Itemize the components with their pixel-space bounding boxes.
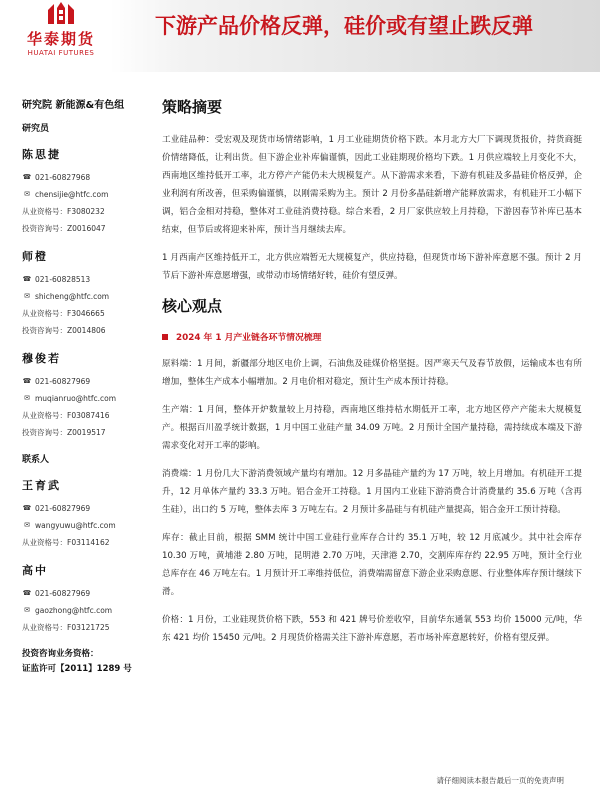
researcher-name: 陈思捷 bbox=[22, 148, 61, 161]
cert-number: 从业资格号：F3080232 bbox=[22, 206, 105, 216]
sidebar bbox=[22, 96, 142, 677]
summary-heading: 策略摘要 bbox=[162, 98, 223, 116]
email-address[interactable]: muqianruo@htfc.com bbox=[35, 393, 117, 403]
contact-card bbox=[22, 562, 142, 633]
core-paragraph: 库存：截止目前，根据 SMM 统计中国工业硅行业库存合计约 35.1 万吨，较 12 月底减少。其中社会库存 10.30 万吨，黄埔港 2.80 万吨，昆明港 2.70 万吨，天津港 2.70，交割库库存约 22.95 万吨，预计全行业总库存在 46 万吨左右。1 月预计开工率维持低位，消费端需留意下游企业采购意愿、行业整体库存预计继续下滑。 bbox=[162, 533, 582, 597]
email-icon: ✉ bbox=[24, 606, 30, 614]
core-subheading-text: 2024 年 1 月产业链各环节情况梳理 bbox=[176, 333, 322, 343]
core-paragraph: 原料端：1 月间，新疆部分地区电价上调，石油焦及硅煤价格坚挺。因严寒天气及春节放假，运输成本也有所增加，整体生产成本小幅增加。2 月电价相对稳定，预计生产成本预计持稳。 bbox=[162, 359, 582, 387]
core-heading: 核心观点 bbox=[162, 297, 223, 315]
phone-number: 021-60827969 bbox=[35, 376, 91, 386]
summary-paragraph: 工业硅品种：受宏观及现货市场情绪影响，1 月工业硅期货价格下跌。本月北方大厂下调现货报价，持货商挺价情绪降低，让利出货。但下游企业补库偏谨慎，因此工业硅期现价格均下跌。1 月供应端较上月变化不大，西南地区维持低开工率，北方停产产能仍未大规模复产。从下游需求来看，下游有机硅及多晶硅价格反弹，企业利润有所改善，但采购偏谨慎，以刚需采购为主。预计 2 月份多晶硅新增产能释放需求，有机硅开工小幅下调，铝合金相对持稳，整体对工业硅消费持稳。综合来看，2 月厂家供应较上月持稳，下游因春节补库已基本结束，但节后或将迎来补库，预计当月继续去库。 bbox=[162, 135, 582, 235]
phone-number: 021-60828513 bbox=[35, 274, 91, 284]
email-address[interactable]: chensijie@htfc.com bbox=[35, 189, 109, 199]
phone-icon: ☎ bbox=[22, 173, 32, 181]
email-icon: ✉ bbox=[24, 521, 30, 529]
core-paragraph: 价格：1 月份，工业硅现货价格下跌，553 和 421 牌号价差收窄，目前华东通氧 553 均价 15000 元/吨，华东 421 均价 15450 元/吨。2 月现货价格需关注下游补库意愿，若市场补库意愿转好，价格有望反弹。 bbox=[162, 615, 582, 643]
cert-number: 从业资格号：F03114162 bbox=[22, 537, 110, 547]
cert-number: 从业资格号：F03087416 bbox=[22, 410, 110, 420]
contact-name: 高中 bbox=[22, 564, 48, 577]
core-paragraph: 消费端：1 月份几大下游消费领域产量均有增加。12 月多晶硅产量约为 17 万吨，较上月增加。有机硅开工提升，12 月单体产量约 33.3 万吨。铝合金开工持稳。1 月国内工业硅下游消费合计消费量约 35.6 万吨（含再生硅），出口约 5 万吨，整体去库 3 万吨左右。2 月预计多晶硅与有机硅产量提高，铝合金开工预计持稳。 bbox=[162, 469, 582, 515]
square-bullet-icon bbox=[162, 334, 168, 340]
invest-number: 投资咨询号：Z0019517 bbox=[22, 427, 106, 437]
email-address[interactable]: gaozhong@htfc.com bbox=[35, 605, 113, 615]
invest-number: 投资咨询号：Z0016047 bbox=[22, 223, 106, 233]
phone-icon: ☎ bbox=[22, 377, 32, 385]
researcher-name: 师橙 bbox=[22, 250, 48, 263]
phone-icon: ☎ bbox=[22, 589, 32, 597]
cert-number: 从业资格号：F3046665 bbox=[22, 308, 105, 318]
email-icon: ✉ bbox=[24, 190, 30, 198]
department-label: 研究院 新能源&有色组 bbox=[22, 100, 125, 111]
contact-card bbox=[22, 477, 142, 548]
email-icon: ✉ bbox=[24, 394, 30, 402]
license-number: 证监许可【2011】1289 号 bbox=[22, 664, 132, 674]
researcher-card bbox=[22, 248, 142, 336]
phone-number: 021-60827968 bbox=[35, 172, 91, 182]
researchers-heading: 研究员 bbox=[22, 124, 50, 134]
report-title: 下游产品价格反弹，硅价或有望止跌反弹 bbox=[155, 14, 533, 38]
contacts-heading: 联系人 bbox=[22, 455, 50, 465]
company-logo bbox=[16, 0, 106, 70]
core-paragraph: 生产端：1 月间，整体开炉数量较上月持稳，西南地区维持枯水期低开工率，北方地区停产产能未大规模复产。根据百川盈孚统计数据，1 月中国工业硅产量 34.09 万吨。2 月预计全国产量持稳，需持续成本端及下游需求变化对开工率的影响。 bbox=[162, 405, 582, 451]
disclaimer-note: 请仔细阅读本报告最后一页的免责声明 bbox=[436, 776, 564, 785]
email-address[interactable]: wangyuwu@htfc.com bbox=[35, 520, 116, 530]
logo-text-en: HUATAI FUTURES bbox=[27, 49, 95, 57]
logo-mark-icon bbox=[46, 0, 76, 26]
license-info bbox=[22, 647, 142, 677]
email-address[interactable]: shicheng@htfc.com bbox=[35, 291, 110, 301]
license-label: 投资咨询业务资格： bbox=[22, 649, 99, 659]
phone-number: 021-60827969 bbox=[35, 588, 91, 598]
researcher-card bbox=[22, 146, 142, 234]
email-icon: ✉ bbox=[24, 292, 30, 300]
invest-number: 投资咨询号：Z0014806 bbox=[22, 325, 106, 335]
researcher-card bbox=[22, 350, 142, 438]
main-content bbox=[162, 96, 582, 657]
logo-text-cn: 华泰期货 bbox=[26, 30, 95, 48]
core-subheading bbox=[162, 330, 582, 343]
phone-number: 021-60827969 bbox=[35, 503, 91, 513]
researcher-name: 穆俊若 bbox=[22, 352, 61, 365]
header bbox=[0, 0, 600, 72]
phone-icon: ☎ bbox=[22, 275, 32, 283]
cert-number: 从业资格号：F03121725 bbox=[22, 622, 110, 632]
contact-name: 王育武 bbox=[22, 479, 61, 492]
summary-paragraph: 1 月西南产区维持低开工，北方供应端暂无大规模复产，供应持稳，但现货市场下游补库意愿不强。预计 2 月节后下游补库意愿增强，或带动市场情绪好转，硅价有望反弹。 bbox=[162, 253, 582, 281]
phone-icon: ☎ bbox=[22, 504, 32, 512]
